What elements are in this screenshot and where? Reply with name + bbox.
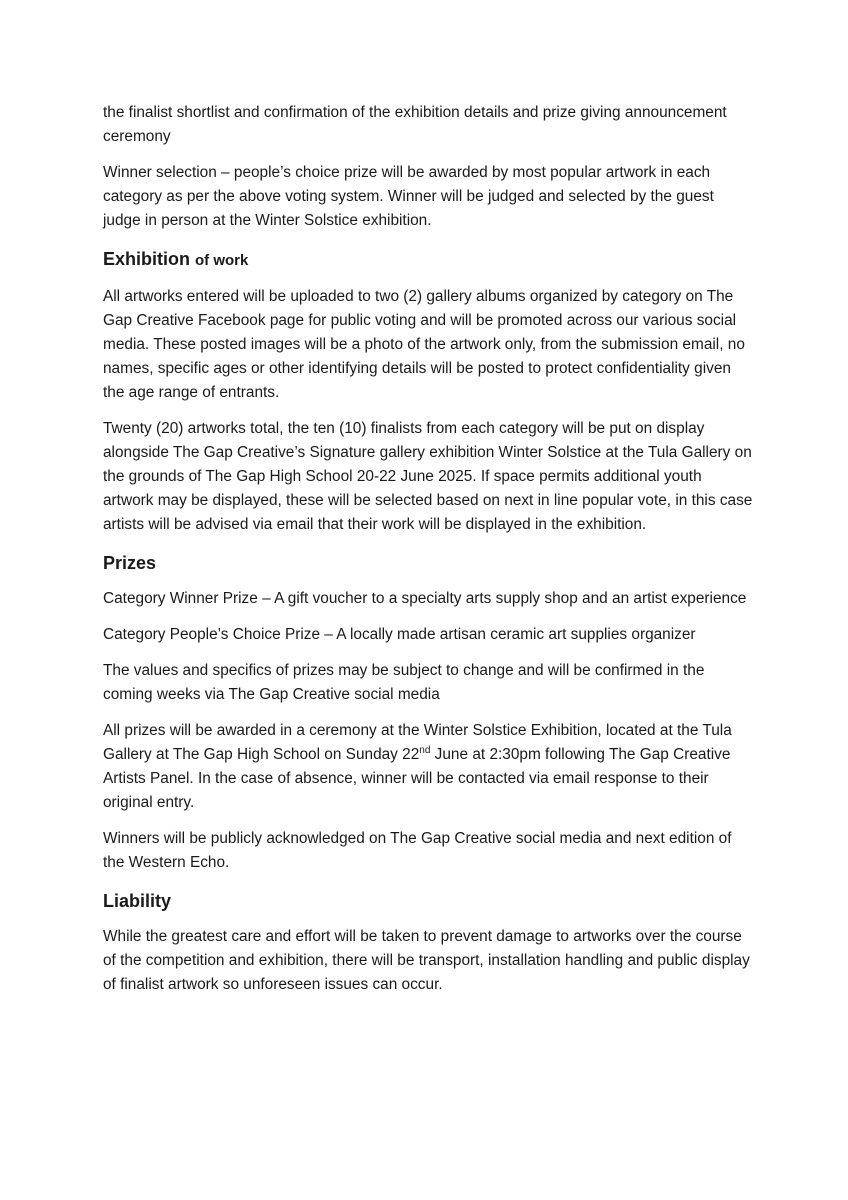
exhibition-heading: [103, 247, 753, 273]
prizes-paragraph-5: Winners will be publicly acknowledged on The Gap Creative social media and next edition of the Western Echo.: [103, 830, 732, 871]
exhibition-heading-main: Exhibition: [103, 249, 190, 269]
prizes-paragraph-4-superscript: nd: [419, 745, 431, 756]
prizes-paragraph-4: [103, 719, 753, 815]
prizes-paragraph-4-part-b: June at 2:30pm following The Gap Creative Artists Panel. In the case of absence, winner will be contacted via email response to their original entry.: [103, 746, 731, 811]
prizes-heading: Prizes: [103, 553, 157, 573]
prizes-paragraph-3: The values and specifics of prizes may be subject to change and will be confirmed in the coming weeks via The Gap Creative social media: [103, 662, 705, 703]
prizes-paragraph-1: Category Winner Prize – A gift voucher to a specialty arts supply shop and an artist experience: [103, 590, 747, 607]
liability-paragraph-1: While the greatest care and effort will be taken to prevent damage to artworks over the course of the competition and exhibition, there will be transport, installation handling and public display of finalist artwork so unforeseen issues can occur.: [103, 928, 750, 993]
exhibition-paragraph-2: Twenty (20) artworks total, the ten (10) finalists from each category will be put on display alongside The Gap Creative’s Signature gallery exhibition Winter Solstice at the Tula Gallery on the grounds of The Gap High School 20-22 June 2025. If space permits additional youth artwork may be displayed, these will be selected based on next in line popular vote, in this case artists will be advised via email that their work will be displayed in the exhibition.: [103, 420, 753, 533]
intro-paragraph-1: the finalist shortlist and confirmation of the exhibition details and prize giving announcement ceremony: [103, 104, 727, 145]
prizes-paragraph-2: Category People’s Choice Prize – A locally made artisan ceramic art supplies organizer: [103, 626, 696, 643]
liability-heading: Liability: [103, 891, 172, 911]
exhibition-paragraph-1: All artworks entered will be uploaded to two (2) gallery albums organized by category on The Gap Creative Facebook page for public voting and will be promoted across our various social media. These posted images will be a photo of the artwork only, from the submission email, no names, specific ages or other identifying details will be posted to protect confidentiality given the age range of entrants.: [103, 288, 745, 401]
prizes-paragraph-4-part-a: All prizes will be awarded in a ceremony at the Winter Solstice Exhibition, located at the Tula Gallery at The Gap High School on Sunday 22: [103, 722, 732, 763]
intro-paragraph-2: Winner selection – people’s choice prize will be awarded by most popular artwork in each category as per the above voting system. Winner will be judged and selected by the guest judge in person at the Winter Solstice exhibition.: [103, 164, 714, 229]
document-page: [103, 101, 753, 1009]
exhibition-heading-sub: of work: [195, 252, 249, 269]
